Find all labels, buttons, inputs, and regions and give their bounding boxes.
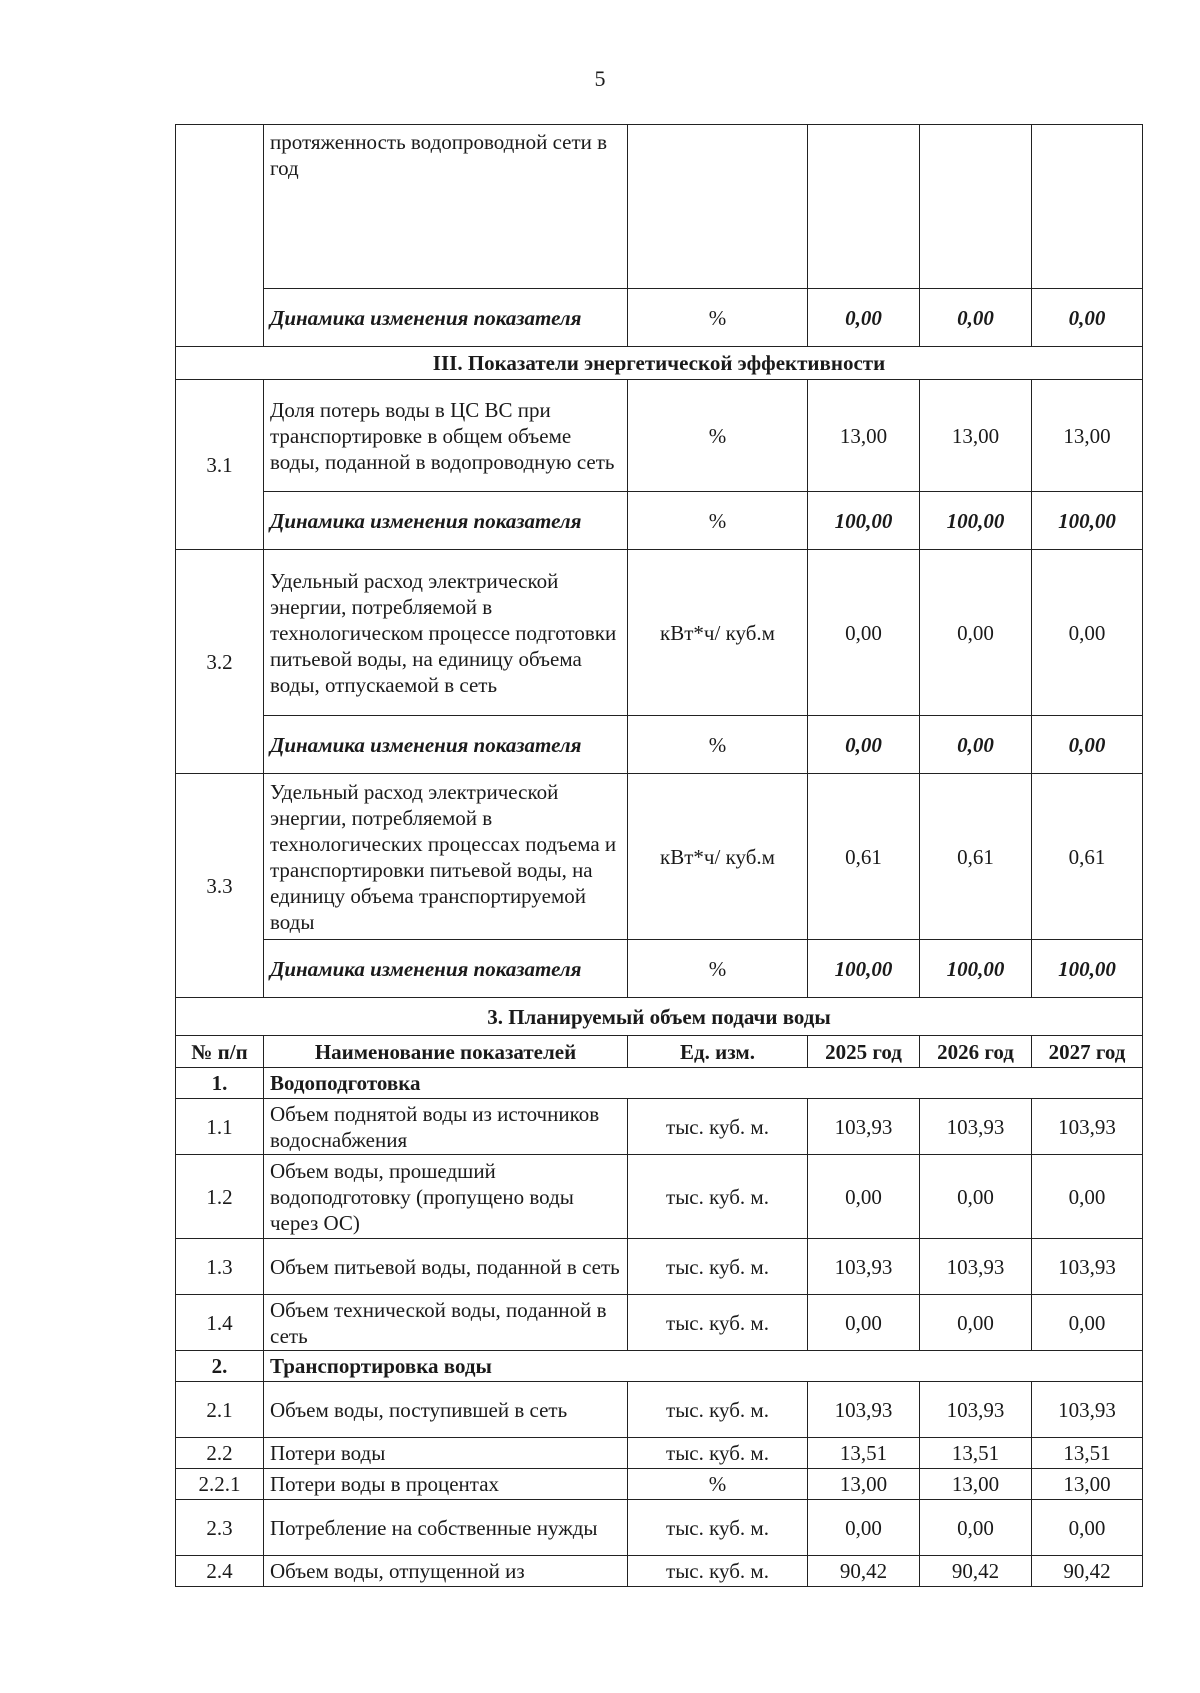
table-row [176,1295,1143,1351]
table-row [176,125,1143,289]
value-2027: 103,93 [1032,1239,1143,1295]
indicator-name: Объем питьевой воды, поданной в сеть [264,1239,628,1295]
value-2025: 0,00 [808,1500,920,1556]
value-2025: 0,00 [808,289,920,347]
unit-cell: % [628,1469,808,1500]
unit-cell: тыс. куб. м. [628,1239,808,1295]
value-2026: 13,00 [920,1469,1032,1500]
dynamics-label: Динамика изменения показателя [264,716,628,774]
indicator-name: Доля потерь воды в ЦС ВС при транспортировке в общем объеме воды, поданной в водопроводную сеть [264,380,628,492]
value-2027: 103,93 [1032,1382,1143,1438]
value-2026: 13,51 [920,1438,1032,1469]
value-2025: 100,00 [808,492,920,550]
unit-cell: тыс. куб. м. [628,1438,808,1469]
value-2026: 103,93 [920,1382,1032,1438]
row-number: 3.1 [176,380,264,550]
unit-cell: тыс. куб. м. [628,1500,808,1556]
unit-cell: % [628,380,808,492]
row-number: 1.4 [176,1295,264,1351]
table-row [176,1500,1143,1556]
unit-cell: тыс. куб. м. [628,1295,808,1351]
value-2025: 13,00 [808,1469,920,1500]
unit-cell: % [628,716,808,774]
row-number: 2.2 [176,1438,264,1469]
value-2026: 13,00 [920,380,1032,492]
table-row [176,550,1143,716]
header-2025: 2025 год [808,1036,920,1068]
value-2027: 13,00 [1032,380,1143,492]
row-number: 2.4 [176,1556,264,1587]
value-2026: 103,93 [920,1239,1032,1295]
header-number: № п/п [176,1036,264,1068]
table-row [176,1099,1143,1155]
row-number: 3.3 [176,774,264,998]
table-row [176,1556,1143,1587]
group-number: 1. [176,1068,264,1099]
section-title-row [176,347,1143,380]
indicator-name: Объем воды, прошедший водоподготовку (пропущено воды через ОС) [264,1155,628,1239]
row-number: 2.1 [176,1382,264,1438]
row-number: 2.3 [176,1500,264,1556]
row-number-cell [176,125,264,347]
unit-cell: % [628,289,808,347]
value-2026: 0,00 [920,716,1032,774]
value-2026: 90,42 [920,1556,1032,1587]
dynamics-row [176,492,1143,550]
value-2027: 13,51 [1032,1438,1143,1469]
dynamics-row [176,289,1143,347]
value-2026: 0,00 [920,1500,1032,1556]
table-row [176,380,1143,492]
unit-cell: тыс. куб. м. [628,1155,808,1239]
header-name: Наименование показателей [264,1036,628,1068]
unit-cell: тыс. куб. м. [628,1556,808,1587]
indicator-name: Удельный расход электрической энергии, потребляемой в технологических процессах подъема и транспортировки питьевой воды, на единицу объема транспортируемой воды [264,774,628,940]
section-title: 3. Планируемый объем подачи воды [176,998,1143,1036]
indicator-name: Потери воды [264,1438,628,1469]
row-number: 1.3 [176,1239,264,1295]
value-2026: 0,00 [920,289,1032,347]
group-row [176,1351,1143,1382]
value-2025: 103,93 [808,1099,920,1155]
value-2025: 0,00 [808,1295,920,1351]
value-2027: 103,93 [1032,1099,1143,1155]
dynamics-label: Динамика изменения показателя [264,289,628,347]
dynamics-label: Динамика изменения показателя [264,492,628,550]
column-header-row [176,1036,1143,1068]
section-title-row [176,998,1143,1036]
value-2027: 0,00 [1032,1500,1143,1556]
value-2025: 0,00 [808,1155,920,1239]
value-2025: 90,42 [808,1556,920,1587]
value-2025: 103,93 [808,1382,920,1438]
header-2027: 2027 год [1032,1036,1143,1068]
row-number: 2.2.1 [176,1469,264,1500]
group-title: Водоподготовка [264,1068,1143,1099]
value-2026: 0,00 [920,1295,1032,1351]
unit-cell [628,125,808,289]
unit-cell: % [628,492,808,550]
dynamics-label: Динамика изменения показателя [264,940,628,998]
value-2027: 13,00 [1032,1469,1143,1500]
row-number: 3.2 [176,550,264,774]
table-row [176,1382,1143,1438]
value-2025: 0,00 [808,716,920,774]
indicator-name: Объем воды, поступившей в сеть [264,1382,628,1438]
value-2025: 13,51 [808,1438,920,1469]
row-number: 1.1 [176,1099,264,1155]
table-row [176,1239,1143,1295]
value-2027: 0,00 [1032,716,1143,774]
table-row [176,1155,1143,1239]
group-row [176,1068,1143,1099]
unit-cell: тыс. куб. м. [628,1382,808,1438]
indicator-name: Объем технической воды, поданной в сеть [264,1295,628,1351]
value-2027: 0,00 [1032,289,1143,347]
indicator-name: Удельный расход электрической энергии, потребляемой в технологическом процессе подготовки питьевой воды, на единицу объема воды, отпускаемой в сеть [264,550,628,716]
value-2025: 103,93 [808,1239,920,1295]
value-2025 [808,125,920,289]
value-2027: 0,61 [1032,774,1143,940]
value-2026: 100,00 [920,492,1032,550]
indicator-name: Объем поднятой воды из источников водоснабжения [264,1099,628,1155]
dynamics-row [176,716,1143,774]
value-2027: 0,00 [1032,1295,1143,1351]
value-2026 [920,125,1032,289]
dynamics-row [176,940,1143,998]
value-2025: 100,00 [808,940,920,998]
header-unit: Ед. изм. [628,1036,808,1068]
unit-cell: кВт*ч/ куб.м [628,774,808,940]
section-title: III. Показатели энергетической эффективности [176,347,1143,380]
unit-cell: кВт*ч/ куб.м [628,550,808,716]
value-2025: 0,00 [808,550,920,716]
unit-cell: % [628,940,808,998]
value-2025: 0,61 [808,774,920,940]
indicator-name: Потребление на собственные нужды [264,1500,628,1556]
value-2027: 0,00 [1032,1155,1143,1239]
table-row [176,1438,1143,1469]
value-2026: 0,61 [920,774,1032,940]
indicator-name: Потери воды в процентах [264,1469,628,1500]
value-2026: 0,00 [920,550,1032,716]
table-row [176,774,1143,940]
group-number: 2. [176,1351,264,1382]
value-2027: 100,00 [1032,492,1143,550]
value-2026: 103,93 [920,1099,1032,1155]
value-2027 [1032,125,1143,289]
indicators-table [175,124,1143,1587]
value-2025: 13,00 [808,380,920,492]
indicator-name: протяженность водопроводной сети в год [264,125,628,289]
indicator-name: Объем воды, отпущенной из [264,1556,628,1587]
value-2027: 100,00 [1032,940,1143,998]
group-title: Транспортировка воды [264,1351,1143,1382]
page-number: 5 [594,66,606,91]
value-2026: 100,00 [920,940,1032,998]
table-row [176,1469,1143,1500]
row-number: 1.2 [176,1155,264,1239]
value-2027: 0,00 [1032,550,1143,716]
value-2027: 90,42 [1032,1556,1143,1587]
unit-cell: тыс. куб. м. [628,1099,808,1155]
value-2026: 0,00 [920,1155,1032,1239]
header-2026: 2026 год [920,1036,1032,1068]
